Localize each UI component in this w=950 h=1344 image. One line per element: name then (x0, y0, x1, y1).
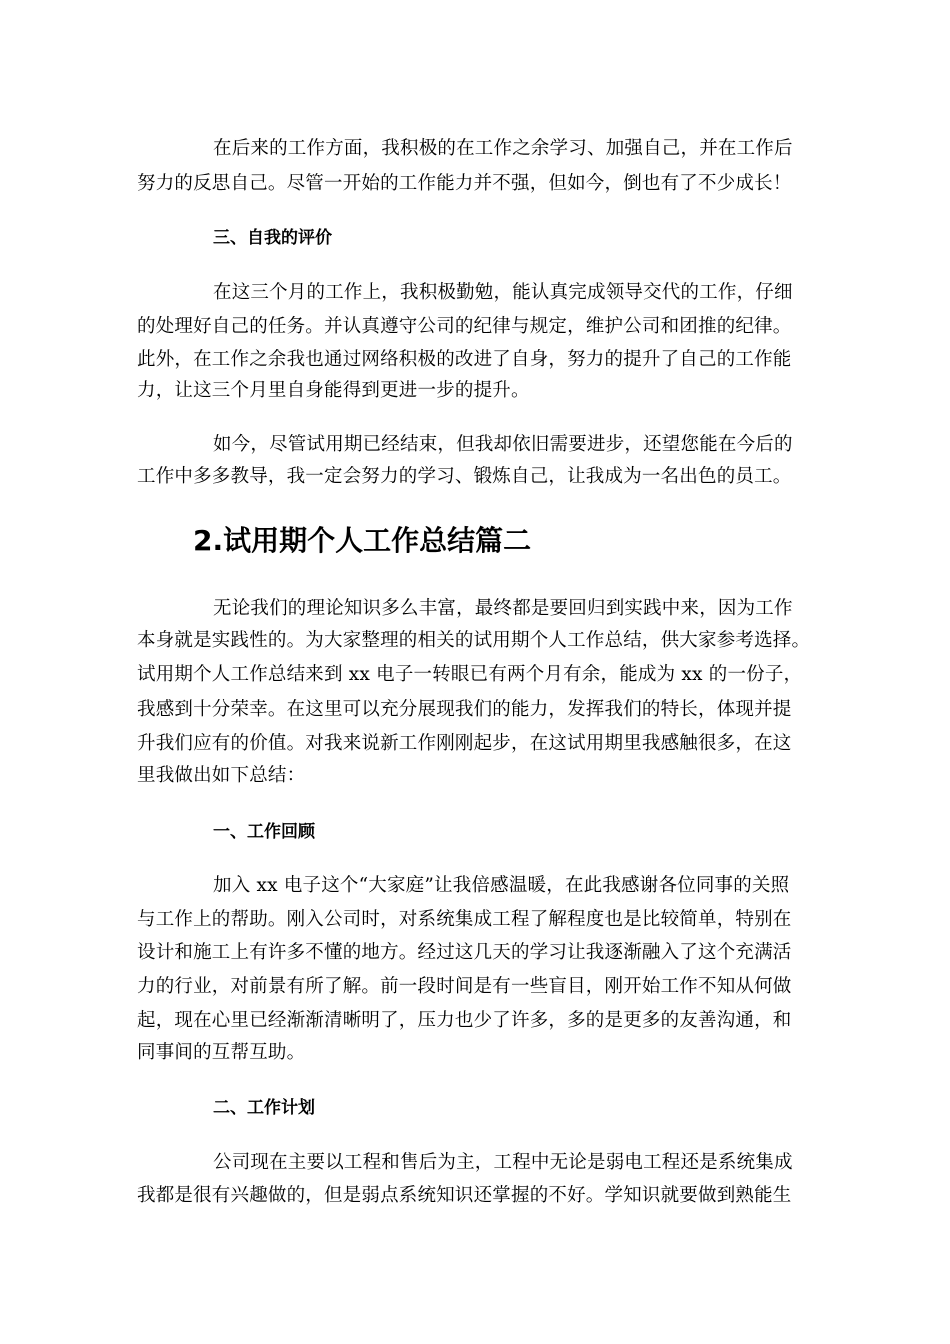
text-line: 努力的反思自己。尽管一开始的工作能力并不强，但如今，倒也有了不少成长！ (137, 173, 792, 194)
text-line: 升我们应有的价值。对我来说新工作刚刚起步，在这试用期里我感触很多，在这 (137, 733, 792, 754)
section-title: 2.试用期个人工作总结篇二 (193, 524, 532, 557)
heading-self-evaluation: 三、自我的评价 (213, 228, 332, 248)
text-line: 在后来的工作方面，我积极的在工作之余学习、加强自己，并在工作后 (213, 138, 793, 159)
heading-work-plan: 二、工作计划 (213, 1098, 315, 1118)
text-line: 工作中多多教导，我一定会努力的学习、锻炼自己，让我成为一名出色的员工。 (137, 466, 792, 487)
heading-work-review: 一、工作回顾 (213, 822, 315, 842)
text-line: 此外，在工作之余我也通过网络积极的改进了自身，努力的提升了自己的工作能 (137, 349, 792, 370)
text-line: 公司现在主要以工程和售后为主，工程中无论是弱电工程还是系统集成 (213, 1152, 793, 1173)
text-line: 我感到十分荣幸。在这里可以充分展现我们的能力，发挥我们的特长，体现并提 (137, 699, 792, 720)
text-line: 同事间的互帮互助。 (137, 1042, 306, 1063)
text-line: 与工作上的帮助。刚入公司时，对系统集成工程了解程度也是比较简单，特别在 (137, 909, 792, 930)
text-line: 设计和施工上有许多不懂的地方。经过这几天的学习让我逐渐融入了这个充满活 (137, 942, 792, 963)
text-line: 在这三个月的工作上，我积极勤勉，能认真完成领导交代的工作，仔细 (213, 282, 793, 303)
text-line: 我都是很有兴趣做的，但是弱点系统知识还掌握的不好。学知识就要做到熟能生 (137, 1185, 792, 1206)
text-line: 起，现在心里已经渐渐清晰明了，压力也少了许多，多的是更多的友善沟通，和 (137, 1010, 792, 1031)
text-line: 试用期个人工作总结来到 xx 电子一转眼已有两个月有余，能成为 xx 的一份子， (137, 664, 803, 685)
text-line: 力的行业，对前景有所了解。前一段时间是有一些盲目，刚开始工作不知从何做 (137, 976, 792, 997)
text-line: 里我做出如下总结： (137, 765, 306, 786)
text-line: 无论我们的理论知识多么丰富，最终都是要回归到实践中来，因为工作 (213, 598, 793, 619)
text-line: 的处理好自己的任务。并认真遵守公司的纪律与规定，维护公司和团推的纪律。 (137, 316, 792, 337)
text-line: 本身就是实践性的。为大家整理的相关的试用期个人工作总结，供大家参考选择。 (137, 630, 811, 651)
text-line: 力，让这三个月里自身能得到更进一步的提升。 (137, 380, 530, 401)
text-line: 加入 xx 电子这个“大家庭”让我倍感温暖，在此我感谢各位同事的关照 (213, 875, 790, 896)
text-line: 如今，尽管试用期已经结束，但我却依旧需要进步，还望您能在今后的 (213, 434, 793, 455)
